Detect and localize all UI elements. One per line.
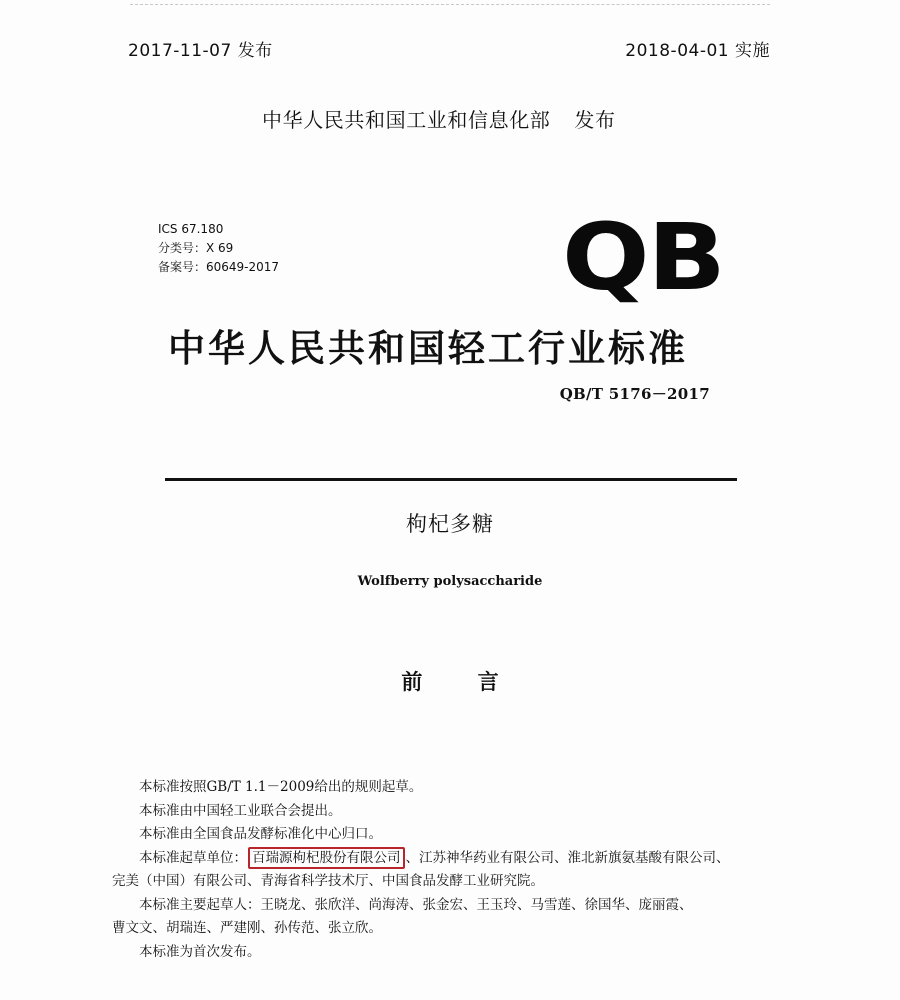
record-number: 备案号：60649-2017 [158,260,280,274]
preface-line-drafting-rules: 本标准按照GB/T 1.1－2009给出的规则起草。 [139,779,423,795]
preface-line-drafting-units-cont: 完美（中国）有限公司、青海省科学技术厅、中国食品发酵工业研究院。 [112,873,544,889]
drafting-units-rest: 、江苏神华药业有限公司、淮北新旗氨基酸有限公司、 [405,849,730,866]
document-title-cn: 枸杞多糖 [406,512,494,536]
title-divider [165,478,737,481]
preface-line-drafters-cont: 曹文文、胡瑞连、严建刚、孙传范、张立欣。 [112,920,382,936]
preface-line-drafting-units [112,847,802,871]
publisher-line [262,104,616,133]
document-title-en: Wolfberry polysaccharide [357,574,543,589]
preface-line-administrator: 本标准由全国食品发酵标准化中心归口。 [139,826,382,842]
drafting-units-prefix: 本标准起草单位： [139,849,247,866]
preface-heading: 前 言 [401,670,523,694]
preface-body [112,776,802,964]
publish-action: 发布 [574,108,616,132]
standard-number: QB/T 5176－2017 [559,385,710,403]
top-divider [130,4,770,5]
standard-metadata [158,220,279,277]
issue-date: 2017-11-07 发布 [128,41,273,61]
standard-title: 中华人民共和国轻工行业标准 [168,327,688,370]
effective-date: 2018-04-01 实施 [625,41,770,61]
qb-logo: QB [562,204,724,311]
preface-line-first-issue: 本标准为首次发布。 [139,943,261,960]
highlighted-company: 百瑞源枸杞股份有限公司 [248,847,405,869]
classification-code: 分类号：X 69 [158,241,234,255]
publisher-name: 中华人民共和国工业和信息化部 [262,108,551,132]
preface-line-proposer: 本标准由中国轻工业联合会提出。 [139,802,342,819]
ics-code: ICS 67.180 [158,222,224,236]
preface-line-drafters: 本标准主要起草人：王晓龙、张欣洋、尚海涛、张金宏、王玉玲、马雪莲、徐国华、庞丽霞、 [139,896,693,913]
